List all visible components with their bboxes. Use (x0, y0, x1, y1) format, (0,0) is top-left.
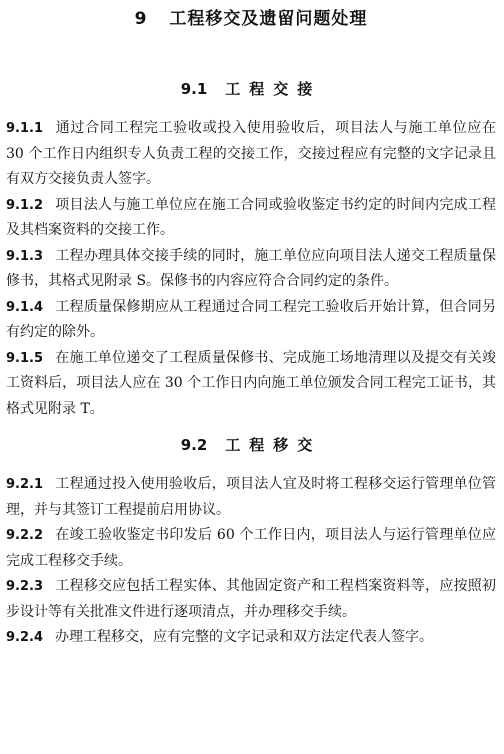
clause-number: 9.1.5 (6, 350, 44, 366)
clause-number: 9.1.4 (6, 299, 44, 315)
clause-text: 工程移交应包括工程实体、其他固定资产和工程档案资料等，应按照初步设计等有关批准文件进行逐项清点，并办理移交手续。 (6, 578, 496, 620)
clause-9-1-2 (6, 193, 496, 244)
clause-number: 9.2.2 (6, 528, 44, 543)
clause-text: 在施工单位递交了工程质量保修书、完成施工场地清理以及提交有关竣工资料后，项目法人应在 30 个工作日内向施工单位颁发合同工程完工证书，其格式见附录 T。 (6, 349, 496, 417)
clause-9-1-3 (6, 244, 496, 295)
clause-9-2-3 (6, 574, 496, 625)
chapter-title (6, 6, 496, 32)
clause-9-2-1 (6, 472, 496, 523)
clause-number: 9.1.2 (6, 197, 44, 213)
clause-number: 9.2.4 (6, 630, 44, 645)
clause-text: 在竣工验收鉴定书印发后 60 个工作日内，项目法人与运行管理单位应完成工程移交手续。 (6, 527, 496, 569)
section-number: 9.1 (180, 80, 208, 98)
clause-text: 工程通过投入使用验收后，项目法人宜及时将工程移交运行管理单位管理，并与其签订工程提前启用协议。 (6, 476, 496, 518)
section-title-9-1 (6, 76, 496, 102)
section-title-9-2 (6, 432, 496, 458)
section-title-text: 工程移交 (225, 436, 322, 454)
section-number: 9.2 (180, 436, 208, 454)
clause-text: 工程办理具体交接手续的同时，施工单位应向项目法人递交工程质量保修书，其格式见附录 S。保修书的内容应符合合同约定的条件。 (6, 247, 496, 289)
chapter-title-text: 工程移交及遗留问题处理 (169, 9, 368, 29)
clause-9-1-5 (6, 346, 496, 423)
clause-number: 9.1.3 (6, 248, 44, 264)
chapter-number: 9 (134, 9, 148, 29)
section-title-text: 工程交接 (225, 80, 322, 98)
clause-text: 工程质量保修期应从工程通过合同工程完工验收后开始计算，但合同另有约定的除外。 (6, 298, 496, 340)
clause-text: 办理工程移交，应有完整的文字记录和双方法定代表人签字。 (55, 629, 434, 645)
clause-number: 9.1.1 (6, 121, 44, 136)
clause-number: 9.2.3 (6, 579, 44, 594)
clause-9-1-1 (6, 116, 496, 193)
clause-9-1-4 (6, 295, 496, 346)
clause-9-2-4 (6, 625, 496, 651)
clause-9-2-2 (6, 523, 496, 574)
clause-text: 项目法人与施工单位应在施工合同或验收鉴定书约定的时间内完成工程及其档案资料的交接工作。 (6, 196, 496, 238)
clause-number: 9.2.1 (6, 477, 44, 492)
clause-text: 通过合同工程完工验收或投入使用验收后，项目法人与施工单位应在 30 个工作日内组织专人负责工程的交接工作，交接过程应有完整的文字记录且有双方交接负责人签字。 (6, 120, 496, 187)
